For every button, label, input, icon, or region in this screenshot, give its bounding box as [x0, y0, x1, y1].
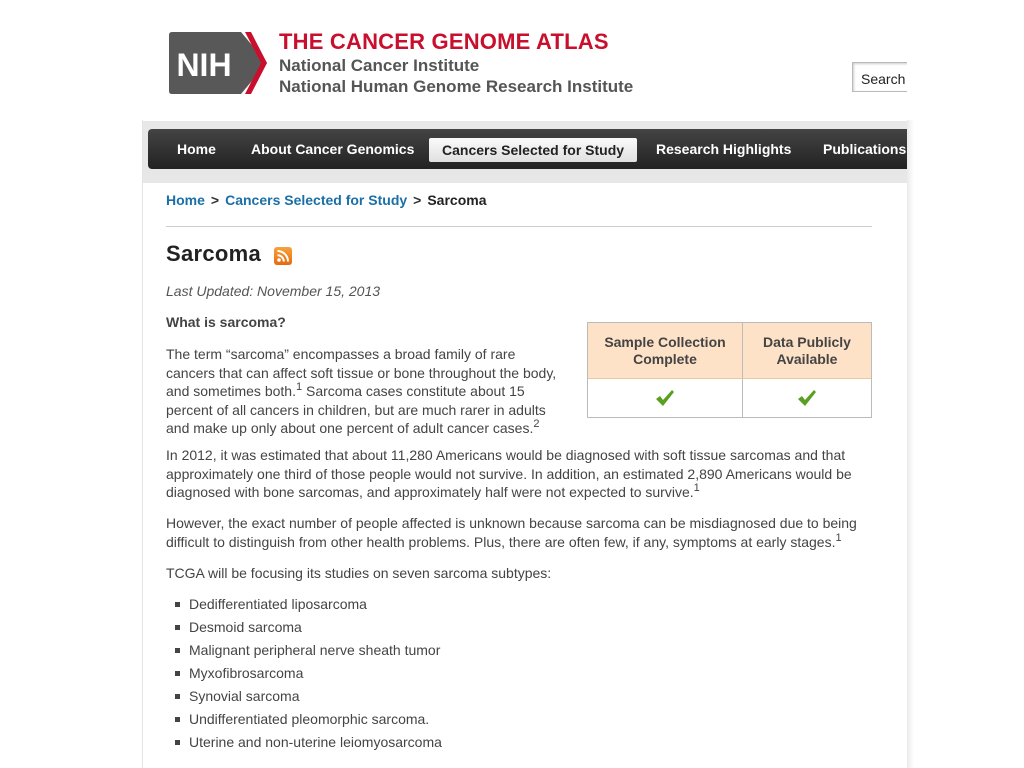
nav-item-publications[interactable]: Publications	[823, 141, 907, 157]
intro-paragraph	[166, 345, 561, 438]
site-title[interactable]: THE CANCER GENOME ATLAS	[279, 29, 609, 54]
page-container	[143, 0, 907, 768]
table-header-data-available: Data Publicly Available	[743, 323, 871, 379]
last-updated-date: Last Updated: November 15, 2013	[166, 283, 381, 299]
breadcrumb-separator: >	[413, 192, 422, 208]
divider	[166, 226, 872, 227]
nih-logo-text: NIH	[176, 47, 232, 83]
breadcrumb-home-link[interactable]: Home	[166, 192, 205, 208]
subtypes-intro: TCGA will be focusing its studies on seven sarcoma subtypes:	[166, 565, 552, 581]
list-item: Synovial sarcoma	[170, 685, 442, 708]
main-nav	[148, 129, 907, 169]
footnote-ref[interactable]: 1	[693, 482, 700, 494]
checkmark-icon	[655, 389, 675, 407]
page-right-shadow	[906, 120, 914, 768]
breadcrumb-current: Sarcoma	[427, 192, 487, 208]
paragraph-text: However, the exact number of people affected is unknown because sarcoma can be misdiagnosed due to being difficult to distinguish from other health problems. Plus, there are often few, if any, symptoms at early stages.	[166, 515, 857, 550]
list-item: Dedifferentiated liposarcoma	[170, 593, 442, 616]
table-cell-data-available	[743, 379, 871, 417]
paragraph-text: In 2012, it was estimated that about 11,280 Americans would be diagnosed with soft tissue sarcomas and that approximately one third of those people would not survive. In addition, an estimated 2,890 Americans would be diagnosed with bone sarcomas, and approximately half were not expected to survive.	[166, 447, 852, 500]
footnote-ref[interactable]: 1	[295, 381, 303, 393]
breadcrumb-cancers-link[interactable]: Cancers Selected for Study	[225, 192, 408, 208]
list-item: Myxofibrosarcoma	[170, 662, 442, 685]
nav-bar-container	[143, 121, 907, 183]
institute-name-nci: National Cancer Institute	[279, 56, 480, 75]
subtype-list	[170, 593, 442, 754]
breadcrumb	[166, 192, 487, 208]
statistics-paragraph	[166, 446, 866, 502]
list-item: Desmoid sarcoma	[170, 616, 442, 639]
nih-logo[interactable]	[169, 32, 269, 94]
diagnosis-paragraph	[166, 514, 866, 551]
list-item: Undifferentiated pleomorphic sarcoma.	[170, 708, 442, 731]
checkmark-icon	[797, 389, 817, 407]
paragraph-text: Sarcoma cases constitute about 15 percent of all cancers in children, but are much rarer in adults and make up only about one percent of adult cancer cases.	[166, 383, 546, 436]
nav-item-cancers-selected-for-study[interactable]: Cancers Selected for Study	[429, 138, 637, 162]
nav-item-home[interactable]: Home	[177, 141, 216, 157]
breadcrumb-separator: >	[210, 192, 220, 208]
footnote-ref[interactable]: 2	[533, 418, 540, 430]
page-title: Sarcoma	[166, 241, 262, 266]
list-item: Malignant peripheral nerve sheath tumor	[170, 639, 442, 662]
nav-item-about-cancer-genomics[interactable]: About Cancer Genomics	[251, 141, 415, 157]
study-status-table	[587, 322, 872, 418]
table-header-sample-collection: Sample Collection Complete	[588, 323, 743, 379]
paragraph-text: The term “sarcoma” encompasses a broad family of rare cancers that can affect soft tissue or bone throughout the body, and sometimes both.	[166, 346, 557, 399]
table-cell-sample-collection	[588, 379, 743, 417]
nav-item-research-highlights[interactable]: Research Highlights	[656, 141, 792, 157]
list-item: Uterine and non-uterine leiomyosarcoma	[170, 731, 442, 754]
footnote-ref[interactable]: 1	[835, 531, 842, 544]
institute-name-nhgri: National Human Genome Research Institute	[279, 77, 634, 96]
search-input[interactable]: Search	[852, 62, 907, 92]
section-heading: What is sarcoma?	[166, 314, 286, 330]
rss-feed-icon[interactable]	[274, 247, 292, 265]
